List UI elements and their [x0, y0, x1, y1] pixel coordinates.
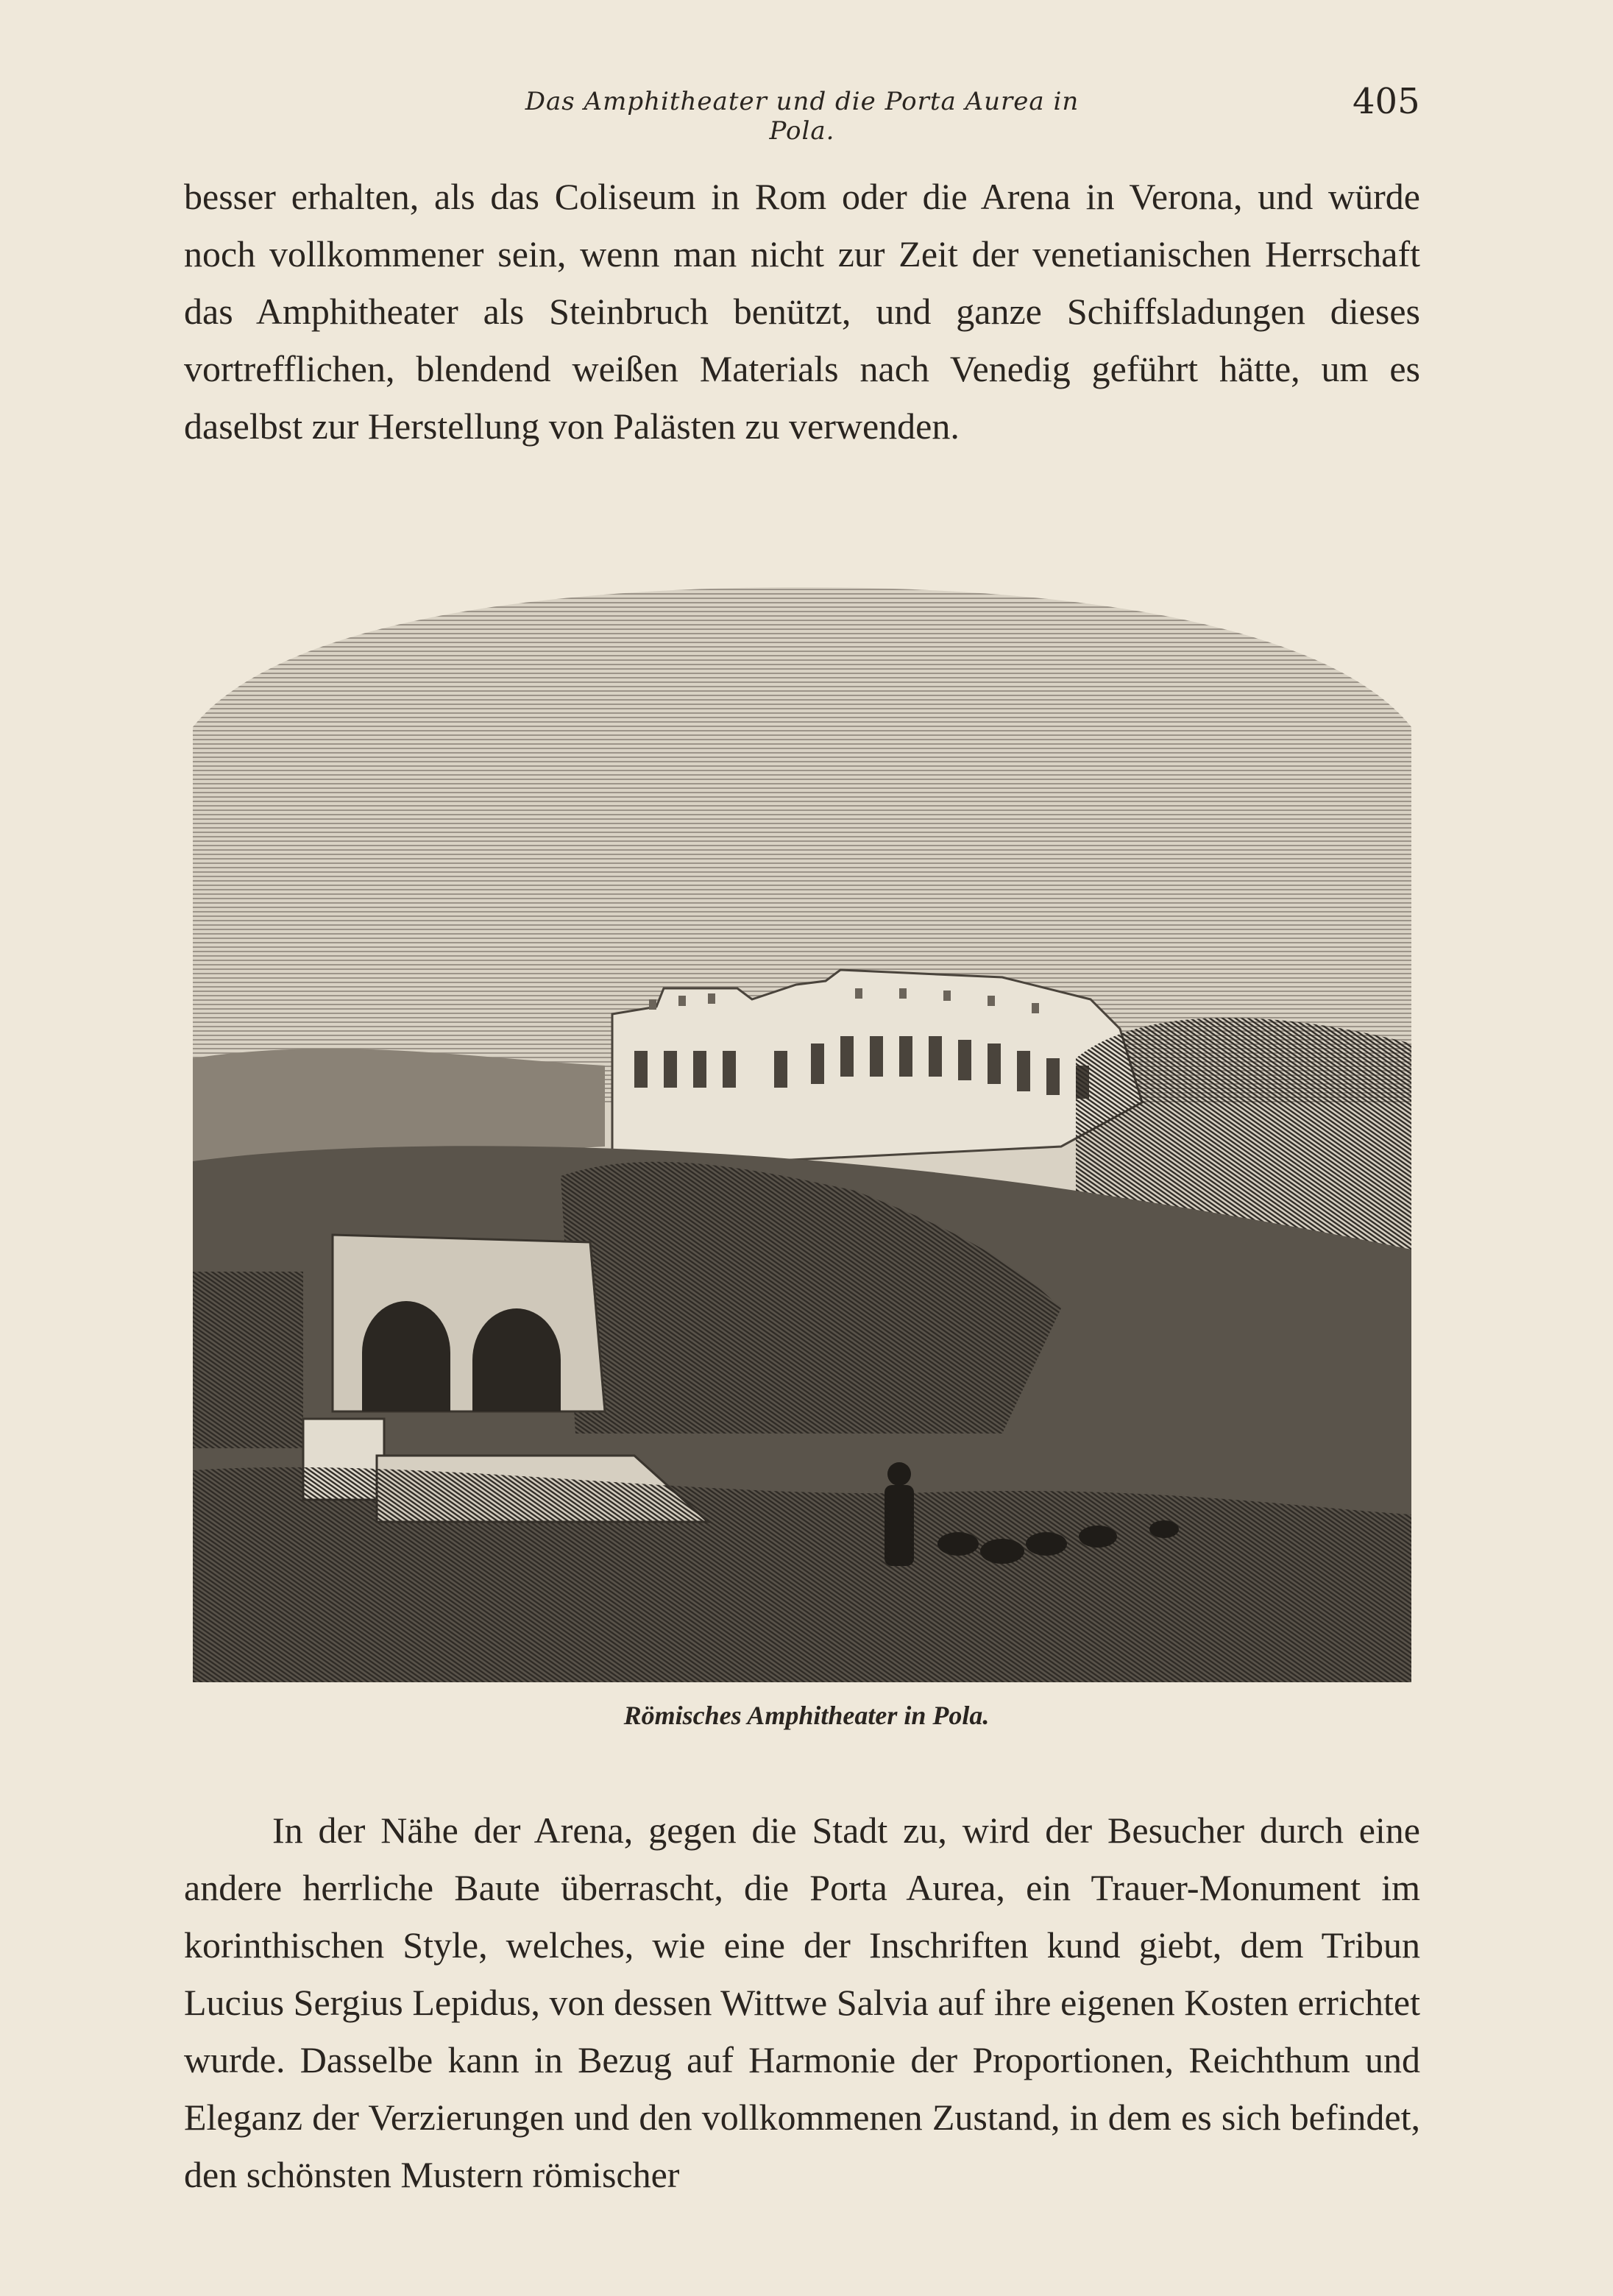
amphitheater-ruin	[612, 970, 1142, 1169]
page-number: 405	[1353, 81, 1420, 122]
engraving-roman-amphitheater	[193, 587, 1411, 1682]
paragraph-top: besser erhalten, als das Coliseum in Rom oder die Arena in Verona, und würde noch vollkommener sein, wenn man nicht zur Zeit der venetianischen Herrschaft das Amphitheater als Steinbruch benützt, und ganze Schiffsladungen dieses vortrefflichen, blendend weißen Materials nach Venedig geführt hätte, um es daselbst zur Herstellung von Palästen zu verwenden.	[184, 176, 1420, 447]
foreground-grass	[193, 1467, 1411, 1682]
paragraph-bottom: In der Nähe der Arena, gegen die Stadt zu, wird der Besucher durch eine andere herrliche Baute überrascht, die Porta Aurea, ein Trauer-Monument im korinthischen Style, welches, wie eine der Inschriften kund giebt, dem Tribun Lucius Sergius Lepidus, von dessen Wittwe Salvia auf ihre eigenen Kosten errichtet wurde. Dasselbe kann in Bezug auf Harmonie der Proportionen, Reichthum und Eleganz der Verzierungen und den vollkommenen Zustand, in dem es sich befindet, den schönsten Mustern römischer	[184, 1810, 1420, 2195]
running-head: Das Amphitheater und die Porta Aurea in Pola.	[525, 87, 1080, 146]
figure-caption: Römisches Amphitheater in Pola.	[623, 1701, 990, 1730]
